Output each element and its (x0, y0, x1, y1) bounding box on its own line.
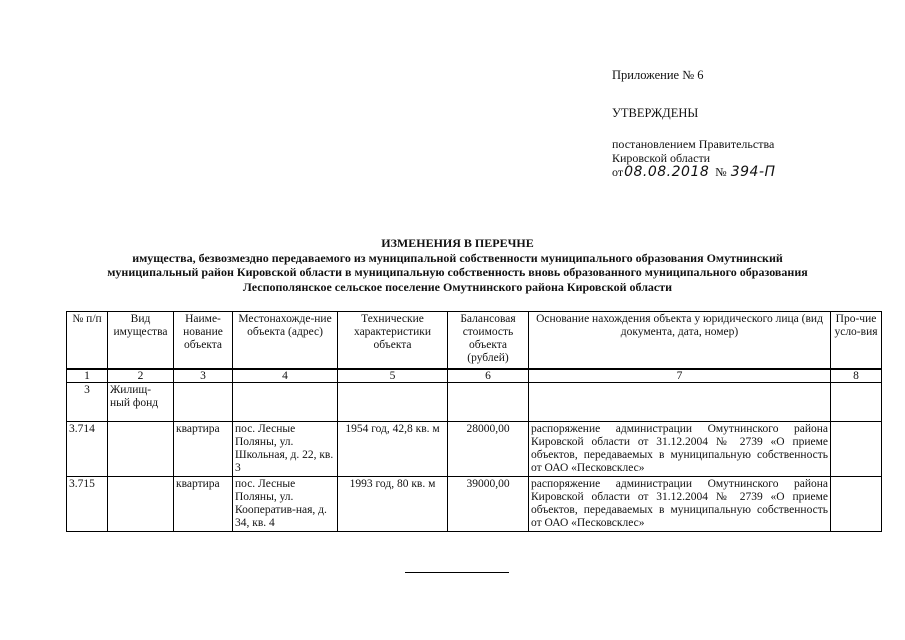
title-heading: ИЗМЕНЕНИЯ В ПЕРЕЧНЕ (381, 236, 534, 250)
column-header: Местонахожде-ние объекта (адрес) (233, 312, 338, 370)
empty-cell (831, 383, 882, 422)
column-number: 5 (338, 369, 448, 383)
column-header: Балансовая стоимость объекта (рублей) (448, 312, 529, 370)
row-value: 39000,00 (448, 477, 529, 532)
row-name: квартира (174, 422, 233, 477)
empty-cell (174, 383, 233, 422)
row-address: пос. Лесные Поляны, ул. Школьная, д. 22, кв. 3 (233, 422, 338, 477)
date-prefix: от (612, 165, 624, 179)
approval-line-2: Кировской области (612, 151, 711, 165)
section-row (67, 383, 882, 422)
column-number-row (67, 369, 882, 383)
table-row (67, 477, 882, 532)
row-other (831, 477, 882, 532)
row-tech: 1954 год, 42,8 кв. м (338, 422, 448, 477)
title-line-3: Леспополянское сельское поселение Омутнинского района Кировской области (242, 279, 673, 294)
approval-line-1: постановлением Правительства (612, 137, 775, 151)
approval-block (612, 137, 776, 179)
row-basis: распоряжение администрации Омутнинского района Кировской области от 31.12.2004 № 2739 «О приеме объектов, передаваемых в муниципальную собственность от ОАО «Песковсклес» (529, 477, 831, 532)
column-number: 6 (448, 369, 529, 383)
section-number: 3 (67, 383, 108, 422)
handwritten-date: 08.08.2018 (624, 164, 710, 180)
column-number: 7 (529, 369, 831, 383)
table-header-row (67, 312, 882, 370)
row-address: пос. Лесные Поляны, ул. Кооператив-ная, д. 34, кв. 4 (233, 477, 338, 532)
column-number: 1 (67, 369, 108, 383)
approved-label: УТВЕРЖДЕНЫ (612, 106, 699, 120)
row-other (831, 422, 882, 477)
empty-cell (529, 383, 831, 422)
number-prefix: № (715, 165, 727, 179)
row-name: квартира (174, 477, 233, 532)
row-type (108, 422, 174, 477)
row-type (108, 477, 174, 532)
row-basis: распоряжение администрации Омутнинского района Кировской области от 31.12.2004 № 2739 «О приеме объектов, передаваемых в муниципальную собственность от ОАО «Песковсклес» (529, 422, 831, 477)
column-header: Основание нахождения объекта у юридического лица (вид документа, дата, номер) (529, 312, 831, 370)
footer-divider (405, 572, 509, 573)
row-value: 28000,00 (448, 422, 529, 477)
handwritten-number: 394-П (730, 164, 776, 180)
appendix-label: Приложение № 6 (612, 68, 704, 82)
document-title (40, 236, 875, 294)
empty-cell (448, 383, 529, 422)
row-number: 3.715 (67, 477, 108, 532)
title-line-1: имущества, безвозмездно передаваемого из муниципальной собственности муниципального образования Омутнинский (132, 250, 783, 265)
column-header: Наиме-нование объекта (174, 312, 233, 370)
column-header: Технические характеристики объекта (338, 312, 448, 370)
table-row (67, 422, 882, 477)
column-header: № п/п (67, 312, 108, 370)
column-header: Про-чие усло-вия (831, 312, 882, 370)
column-number: 8 (831, 369, 882, 383)
column-header: Вид имущества (108, 312, 174, 370)
column-number: 2 (108, 369, 174, 383)
column-number: 4 (233, 369, 338, 383)
property-table (66, 311, 882, 532)
approval-date-number (612, 165, 776, 179)
title-line-2: муниципальный район Кировской области в муниципальную собственность вновь образованного муниципального образования (107, 265, 808, 279)
column-number: 3 (174, 369, 233, 383)
empty-cell (338, 383, 448, 422)
row-tech: 1993 год, 80 кв. м (338, 477, 448, 532)
empty-cell (233, 383, 338, 422)
row-number: 3.714 (67, 422, 108, 477)
section-type: Жилищ-ный фонд (108, 383, 174, 422)
